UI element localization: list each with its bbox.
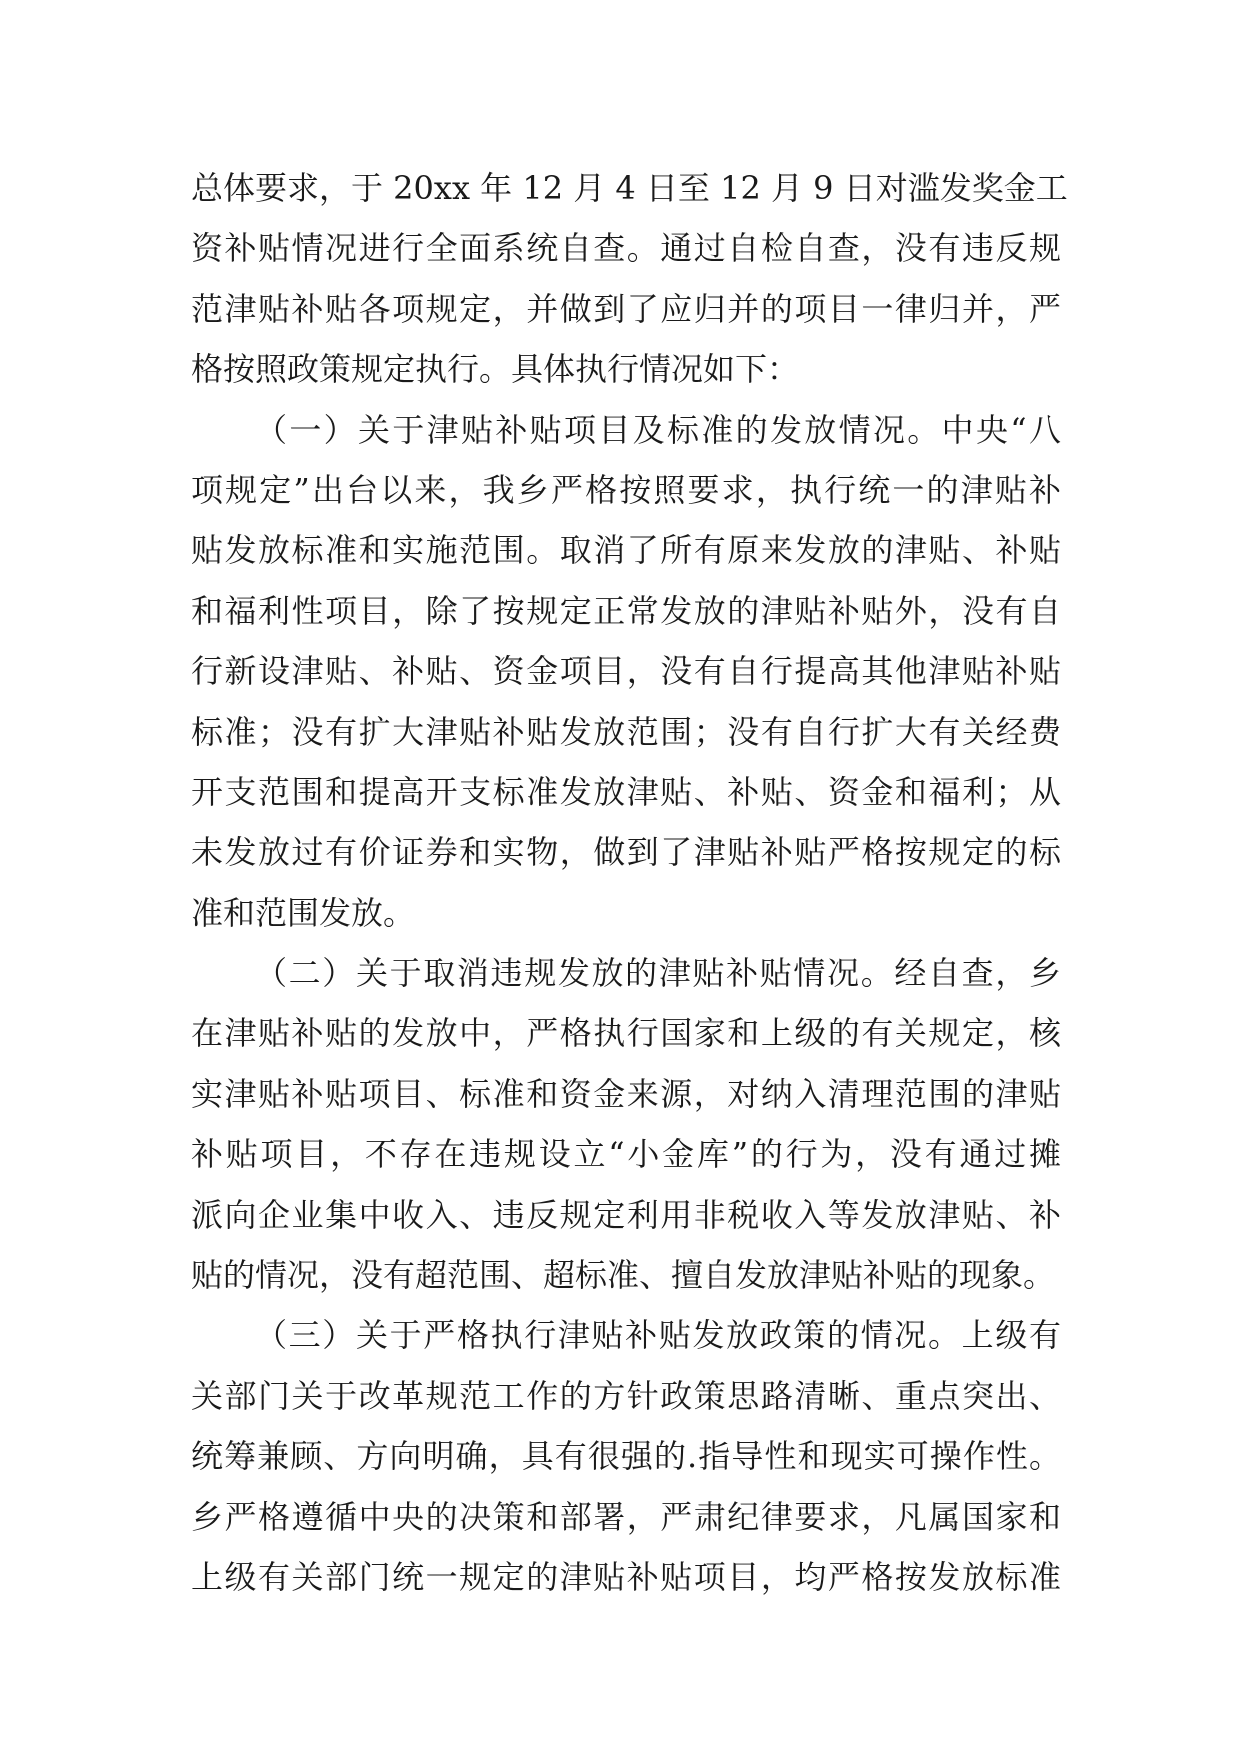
text-line: 总体要求，于 20xx 年 12 月 4 日至 12 月 9 日对滥发奖金工 [191, 169, 1068, 207]
text-line: （二）关于取消违规发放的津贴补贴情况。经自查，乡 [255, 954, 1061, 993]
text-line: 乡严格遵循中央的决策和部署，严肃纪律要求，凡属国家和 [191, 1497, 1061, 1536]
text-line: 和福利性项目，除了按规定正常发放的津贴补贴外，没有自 [191, 591, 1061, 630]
text-line: 未发放过有价证券和实物，做到了津贴补贴严格按规定的标 [191, 833, 1061, 872]
text-line: 贴发放标准和实施范围。取消了所有原来发放的津贴、补贴 [191, 531, 1061, 570]
text-line: 项规定”出台以来，我乡严格按照要求，执行统一的津贴补 [191, 470, 1061, 509]
text-line: （一）关于津贴补贴项目及标准的发放情况。中央“八 [255, 410, 1061, 449]
text-line: 贴的情况，没有超范围、超标准、擅自发放津贴补贴的现象。 [191, 1256, 1056, 1295]
text-line: 资补贴情况进行全面系统自查。通过自检自查，没有违反规 [191, 229, 1061, 268]
text-line: 派向企业集中收入、违反规定利用非税收入等发放津贴、补 [191, 1195, 1061, 1234]
document-body [191, 158, 1068, 1607]
text-line: 行新设津贴、补贴、资金项目，没有自行提高其他津贴补贴 [191, 652, 1061, 691]
text-line: 开支范围和提高开支标准发放津贴、补贴、资金和福利；从 [191, 772, 1061, 811]
text-line: 关部门关于改革规范工作的方针政策思路清晰、重点突出、 [191, 1376, 1061, 1415]
text-line: 在津贴补贴的发放中，严格执行国家和上级的有关规定，核 [191, 1014, 1061, 1053]
text-line: 实津贴补贴项目、标准和资金来源，对纳入清理范围的津贴 [191, 1074, 1061, 1113]
text-line: （三）关于严格执行津贴补贴发放政策的情况。上级有 [255, 1316, 1061, 1355]
text-line: 范津贴补贴各项规定，并做到了应归并的项目一律归并，严 [191, 289, 1061, 328]
text-line: 统筹兼顾、方向明确，具有很强的.指导性和现实可操作性。 [191, 1437, 1061, 1476]
text-line: 格按照政策规定执行。具体执行情况如下： [191, 350, 800, 389]
text-line: 标准；没有扩大津贴补贴发放范围；没有自行扩大有关经费 [191, 712, 1061, 751]
text-line: 准和范围发放。 [191, 893, 416, 932]
text-line: 上级有关部门统一规定的津贴补贴项目，均严格按发放标准 [191, 1557, 1061, 1596]
text-line: 补贴项目，不存在违规设立“小金库”的行为，没有通过摊 [191, 1135, 1061, 1174]
